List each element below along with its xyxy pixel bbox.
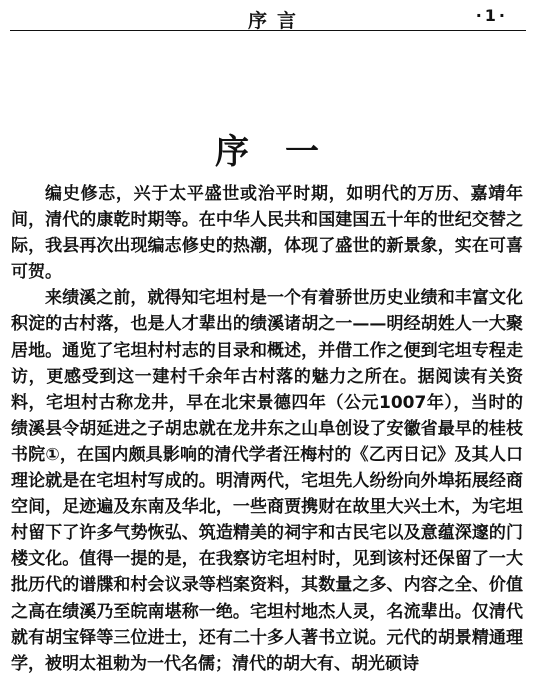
paragraph-1: 编史修志，兴于太平盛世或治平时期，如明代的万历、嘉靖年间，清代的康乾时期等。在中华人民共和国建国五十年的世纪交替之际，我县再次出现编志修史的热潮，体现了盛世的新景象，实在可喜可贺。 xyxy=(11,184,523,283)
header-rule xyxy=(10,30,526,31)
running-header-title: 序言 xyxy=(248,10,307,32)
page-number: ·1· xyxy=(475,6,508,25)
chapter-title: 序一 xyxy=(215,132,355,172)
body-text xyxy=(11,181,523,677)
paragraph-2: 来绩溪之前，就得知宅坦村是一个有着骄世历史业绩和丰富文化积淀的古村落，也是人才辈出的绩溪诸胡之一——明经胡姓人一大聚居地。通览了宅坦村村志的目录和概述，并借工作之便到宅坦专程走访，更感受到这一建村千余年古村落的魅力之所在。据阅读有关资料，宅坦村古称龙井，早在北宋景德四年（公元1007年），当时的绩溪县令胡延进之子胡忠就在龙井东之山阜创设了安徽省最早的桂枝书院①，在国内颇具影响的清代学者汪梅村的《乙丙日记》及其人口理论就是在宅坦村写成的。明清两代，宅坦先人纷纷向外埠拓展经商空间，足迹遍及东南及华北，一些商贾携财在故里大兴土木，为宅坦村留下了许多气势恢弘、筑造精美的祠宇和古民宅以及意蕴深邃的门楼文化。值得一提的是，在我察访宅坦村时，见到该村还保留了一大批历代的谱牒和村会议录等档案资料，其数量之多、内容之全、价值之高在绩溪乃至皖南堪称一绝。宅坦村地杰人灵，名流辈出。仅清代就有胡宝铎等三位进士，还有二十多人著书立说。元代的胡景精通理学，被明太祖勅为一代名儒；清代的胡大有、胡光硕诗 xyxy=(11,288,523,674)
running-header xyxy=(10,0,526,30)
